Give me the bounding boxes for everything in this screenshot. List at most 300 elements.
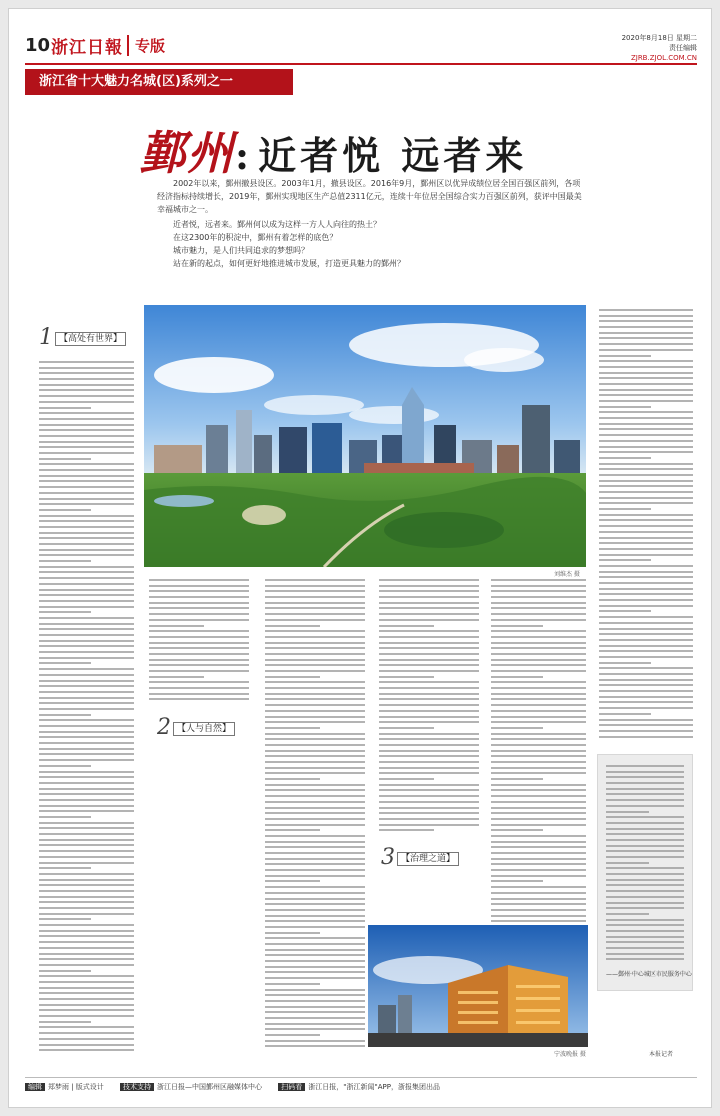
text-line [491,647,586,649]
text-line [149,579,249,581]
text-line [379,807,479,809]
text-line [149,670,249,672]
text-line [599,451,693,453]
text-line [39,708,134,710]
text-line [491,602,586,604]
text-line [606,776,684,778]
text-line [39,697,134,699]
text-line [149,698,249,700]
text-line [491,915,586,917]
text-line [599,440,693,442]
text-line [265,880,320,882]
text-line [265,727,320,729]
footer-bar [25,1077,697,1096]
text-line [149,681,249,683]
text-line [39,862,134,864]
text-line [491,659,586,661]
text-line [599,679,693,681]
text-line [491,681,586,683]
text-line [149,653,249,655]
text-line [39,526,134,528]
text-line [39,463,134,465]
text-line [265,1023,365,1025]
page-number: 10 [25,35,51,56]
text-line [379,727,434,729]
text-line [265,886,365,888]
text-line [39,628,134,630]
text-line [39,441,134,443]
headline-separator: : [235,133,254,178]
text-line [39,543,134,545]
text-line [39,480,134,482]
text-line [599,446,693,448]
text-line [39,662,91,664]
text-line [599,525,693,527]
text-line [39,617,134,619]
series-banner: 浙江省十大魅力名城(区)系列之一 [25,69,293,95]
text-line [491,898,586,900]
text-line [599,719,693,721]
text-line [265,579,365,581]
text-line [39,913,134,915]
text-line [379,590,479,592]
text-line [265,892,365,894]
text-line [599,588,693,590]
text-line [599,582,693,584]
chapter-label: 【治理之道】 [397,852,459,866]
text-line [39,372,134,374]
text-line [606,890,684,892]
text-line [491,841,586,843]
text-line [606,850,684,852]
text-line [39,776,134,778]
text-line [149,613,249,615]
text-line [599,417,693,419]
text-line [265,772,365,774]
text-line [599,565,693,567]
text-line [599,394,693,396]
headline-subtitle: 近者悦 远者来 [258,133,528,178]
text-line [265,619,365,621]
text-line [379,579,479,581]
text-line [39,435,134,437]
text-line [39,867,91,869]
text-line [491,789,586,791]
text-line [379,812,479,814]
text-line [599,662,651,664]
masthead-rule [25,63,697,65]
text-line [379,767,479,769]
text-line [39,668,134,670]
footer-tag: 扫码看 [278,1083,305,1091]
text-line [39,788,134,790]
text-line [599,701,693,703]
text-line [39,389,134,391]
text-line [39,958,134,960]
text-line [491,693,586,695]
text-line [599,406,651,408]
chapter-3-heading [381,845,459,870]
text-line [39,657,134,659]
text-line [39,452,134,454]
text-line [599,400,693,402]
text-line [599,343,693,345]
text-line [265,693,365,695]
text-line [491,727,543,729]
text-line [149,676,204,678]
text-line [265,971,365,973]
text-line [149,642,249,644]
text-line [39,549,134,551]
text-line [599,502,693,504]
text-line [39,537,134,539]
text-line [379,607,479,609]
text-line [599,645,693,647]
text-line [606,771,684,773]
text-line [39,446,134,448]
text-line [599,537,693,539]
text-line [379,710,479,712]
text-line [491,721,586,723]
text-line [265,812,365,814]
text-line [39,850,134,852]
text-line [491,869,586,871]
text-line [265,625,320,627]
text-line [149,585,249,587]
text-line [39,947,134,949]
text-line [265,1040,365,1042]
text-line [265,920,365,922]
text-line [39,799,134,801]
text-line [599,434,693,436]
text-line [491,653,586,655]
text-line [265,1045,365,1047]
text-line [599,411,693,413]
text-line [606,793,684,795]
text-line [149,647,249,649]
text-line [39,918,91,920]
text-line [265,841,365,843]
text-line [491,835,586,837]
text-line [265,1011,365,1013]
text-line [491,750,586,752]
text-line [599,724,693,726]
text-line [149,664,249,666]
text-line [265,664,365,666]
text-line [379,818,479,820]
text-line [39,975,134,977]
text-line [599,315,693,317]
footer-item [120,1083,262,1091]
text-line [265,1017,365,1019]
text-line [265,818,365,820]
text-line [599,673,693,675]
text-line [379,596,479,598]
text-line [606,902,684,904]
text-line [39,890,134,892]
text-line [491,778,543,780]
text-line [606,919,684,921]
text-line [379,602,479,604]
text-line [39,844,134,846]
text-line [491,676,543,678]
text-line [39,759,134,761]
text-line [39,765,91,767]
text-line [39,401,134,403]
text-line [39,998,134,1000]
text-line [39,1038,134,1040]
text-line [599,684,693,686]
text-line [491,579,586,581]
text-line [39,941,134,943]
text-line [39,822,134,824]
text-line [39,742,134,744]
text-line [265,1034,320,1036]
text-line [39,486,134,488]
text-line [39,492,134,494]
text-line [39,1026,134,1028]
text-line [599,389,693,391]
text-line [39,964,134,966]
text-line [265,630,365,632]
text-line [265,909,365,911]
text-line [606,856,684,858]
text-line [39,1049,134,1051]
text-line [265,778,320,780]
text-line [599,605,693,607]
text-line [599,656,693,658]
text-line [606,833,684,835]
text-line [379,744,479,746]
text-line [39,833,134,835]
text-line [599,360,693,362]
text-line [39,753,134,755]
text-line [599,559,651,561]
text-line [39,395,134,397]
chapter-number: 2 [157,715,171,740]
text-line [491,807,586,809]
text-line [491,642,586,644]
text-line [39,571,134,573]
text-line [491,630,586,632]
lead-question: 近者悦，远者来。鄞州何以成为这样一方人人向往的热土？ [173,220,381,229]
text-line [379,721,479,723]
text-line [39,839,134,841]
text-line [265,949,365,951]
chapter-2-heading [157,715,235,740]
text-line [379,613,479,615]
article-column [149,579,249,704]
text-line [265,733,365,735]
photo-credit: 宁波晚报 摄 [554,1051,586,1058]
masthead [25,31,697,61]
text-line [265,829,320,831]
text-line [606,907,684,909]
text-line [491,710,586,712]
text-line [39,640,134,642]
text-line [379,698,479,700]
text-line [606,941,684,943]
text-line [491,585,586,587]
text-line [379,824,479,826]
text-line [39,554,134,556]
text-line [39,930,134,932]
text-line [39,424,134,426]
text-line [39,725,134,727]
text-line [606,782,684,784]
text-line [599,696,693,698]
text-line [39,532,134,534]
text-line [149,659,249,661]
text-line [265,755,365,757]
text-line [599,428,693,430]
text-line [265,698,365,700]
text-line [39,896,134,898]
text-line [491,619,586,621]
text-line [39,412,134,414]
text-line [39,873,134,875]
text-line [491,738,586,740]
text-line [379,659,479,661]
text-line [491,886,586,888]
text-line [265,676,320,678]
text-line [379,653,479,655]
text-line [149,619,249,621]
text-line [599,519,693,521]
text-line [265,590,365,592]
text-line [265,795,365,797]
text-line [599,372,693,374]
text-line [606,765,684,767]
sidebar-text [606,765,684,964]
text-line [599,349,693,351]
text-line [491,863,586,865]
text-line [265,943,365,945]
text-line [599,650,693,652]
city-skyline-illustration [144,305,586,567]
text-line [606,822,684,824]
text-line [39,560,91,562]
text-line [606,828,684,830]
text-line [606,896,684,898]
text-line [606,930,684,932]
text-line [599,707,693,709]
text-line [491,824,586,826]
text-line [599,542,693,544]
chapter-label: 【高处有世界】 [55,332,126,346]
text-line [149,596,249,598]
text-line [379,772,479,774]
text-line [606,788,684,790]
text-line [265,744,365,746]
text-line [265,653,365,655]
text-line [491,625,543,627]
text-line [379,687,479,689]
text-line [265,835,365,837]
text-line [491,613,586,615]
lead-question: 城市魅力，是人们共同追求的梦想吗？ [173,246,309,255]
text-line [491,892,586,894]
text-line [379,664,479,666]
text-line [265,710,365,712]
text-line [599,571,693,573]
text-line [379,755,479,757]
text-line [599,383,693,385]
text-line [599,355,651,357]
text-line [599,616,693,618]
text-line [265,670,365,672]
text-line [39,378,134,380]
text-line [379,625,434,627]
text-line [39,714,91,716]
text-line [39,475,134,477]
text-line [491,880,543,882]
text-line [265,926,365,928]
footer-text: 浙江日报—中国鄞州区融媒体中心 [157,1083,263,1091]
text-line [606,839,684,841]
text-line [379,778,434,780]
text-line [491,664,586,666]
text-line [265,721,365,723]
text-line [599,593,693,595]
text-line [265,852,365,854]
chapter-number: 1 [39,325,53,350]
text-line [265,954,365,956]
text-line [265,863,365,865]
footer-item [278,1083,440,1091]
text-line [599,548,693,550]
text-line [265,824,365,826]
text-line [39,907,134,909]
text-line [39,1044,134,1046]
text-line [265,994,365,996]
text-line [491,698,586,700]
text-line [265,784,365,786]
text-line [39,680,134,682]
text-line [379,750,479,752]
text-line [39,407,91,409]
text-line [39,816,91,818]
sidebar-caption: ——鄞州·中心城区市民服务中心 [606,971,692,978]
text-line [606,867,684,869]
text-line [265,607,365,609]
footer-tag: 编辑 [25,1083,45,1091]
text-line [39,935,134,937]
text-line [606,884,684,886]
text-line [606,936,684,938]
text-line [39,594,134,596]
text-line [599,326,693,328]
text-line [599,485,693,487]
text-line [379,647,479,649]
text-line [265,937,365,939]
text-line [39,953,134,955]
text-line [265,869,365,871]
lead-question: 站在新的起点，如何更好地推进城市发展，打造更具魅力的鄞州？ [173,259,405,268]
text-line [265,1000,365,1002]
text-line [491,755,586,757]
text-line [39,674,134,676]
text-line [39,987,134,989]
text-line [491,733,586,735]
text-line [491,852,586,854]
footer-item [25,1083,104,1091]
text-line [39,782,134,784]
text-line [39,600,134,602]
text-line [39,651,134,653]
text-line [599,320,693,322]
text-line [491,761,586,763]
